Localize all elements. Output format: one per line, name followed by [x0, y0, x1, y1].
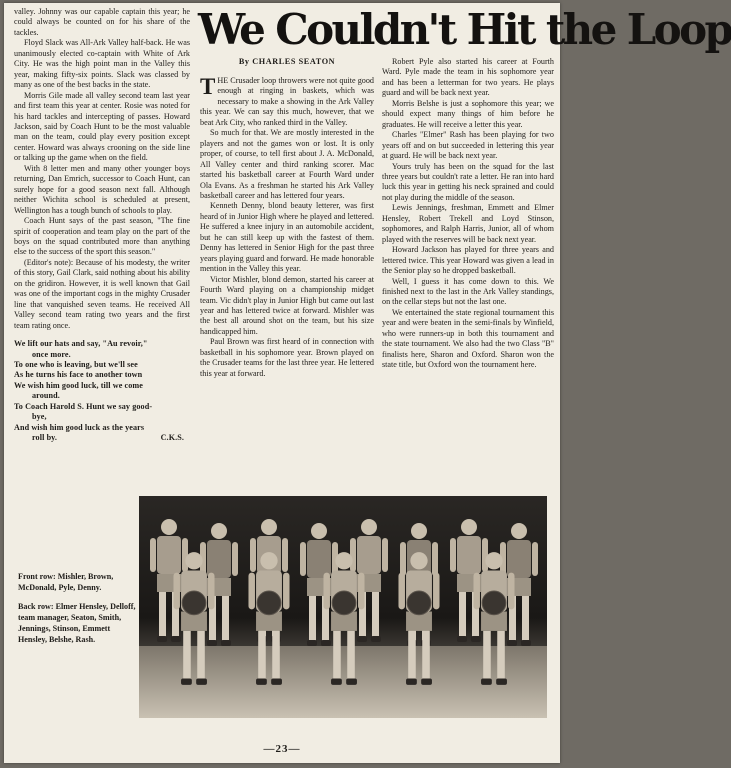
paragraph: Victor Mishler, blond demon, started his career at Fourth Ward playing on a championship midget team. Vic didn't play in Junior High but came out last year and has lettered twice at forward. Mishler was the best all around shot on the team, but his size handicapped him.: [200, 274, 374, 336]
paragraph: Charles "Elmer" Rash has been playing for two years off and on but succeeded in lettering this year at guard. He will be back next year.: [382, 130, 554, 161]
poem-line: As he turns his face to another town: [14, 370, 143, 380]
team-photo: [139, 496, 547, 718]
paragraph: With 8 letter men and many other younger boys returning, Dan Emrich, successor to Coach Hunt, can surely hope for a good season next fall. Although neither Wichita school is scheduled at present, Wellington has a tough bunch of schools to play.: [14, 163, 190, 215]
lead-paragraph: [200, 76, 374, 128]
poem-line: To one who is leaving, but we'll see: [14, 359, 138, 369]
farewell-poem: [14, 339, 190, 444]
paragraph: Morris Gile made all valley second team last year and first team this year at center. Rosie was noted for his hard tackles and intercepting of passes. Howard Jackson, said by Coach Hunt to be the most valuable man on the team, could play every position except center. Howard was always crooning on the side line or talking up the game when on the field.: [14, 90, 190, 163]
column-left: [14, 7, 190, 444]
paragraph: valley. Johnny was our capable captain this year; he could always be counted on for his share of the tackles.: [14, 7, 190, 37]
caption-back-row: Back row: Elmer Hensley, Delloff, team manager, Seaton, Smith, Jennings, Stinson, Emmett Hensley, Belshe, Rash.: [18, 602, 136, 644]
paragraph: Robert Pyle also started his career at Fourth Ward. Pyle made the team in his sophomore year and has been a letterman for two years. He plays guard and will be back next year.: [382, 57, 554, 98]
column-right: [382, 57, 554, 371]
paragraph: Paul Brown was first heard of in connection with basketball in his sophomore year. Brown played on the Crusader teams for the last three year. He lettered this year at forward.: [200, 337, 374, 378]
yearbook-page: [4, 3, 731, 763]
paragraph: Coach Hunt says of the past season, "The fine spirit of cooperation and team play on the part of the boys on the squad contributed more than anything else to the success of the sport this season.": [14, 216, 190, 257]
paragraph: Kenneth Denny, blond beauty letterer, was first heard of in Junior High where he played and lettered. He suffered a knee injury in an automobile accident, but he can still keep up with the fastest of them. Denny has lettered in Senior High for the past three years playing guard and forward. He made honorable mention in the Valley this year.: [200, 201, 374, 274]
paragraph: Howard Jackson has played for three years and lettered twice. This year Howard was given a lead in the Senior play so he dropped basketball.: [382, 245, 554, 276]
poem-line: And wish him good luck as the years: [14, 422, 145, 432]
poem-last-line: [14, 433, 190, 443]
paragraph: Yours truly has been on the squad for the last three years but couldn't rate a letter. He ran into hard luck this year in getting his neck sprained and could not play during the middle of the season.: [382, 161, 554, 202]
poem-line: once more.: [32, 349, 71, 359]
poem-line: To Coach Harold S. Hunt we say good-: [14, 401, 153, 411]
paragraph: We entertained the state regional tournament this year and were beaten in the semi-finals by Winfield, who were runners-up in both this tournament and the state tournament. We also had the two Class "B" finalists here, Sharon and Oxford. Sharon won the state title, but Oxford won the tournament here.: [382, 307, 554, 370]
poem-line: around.: [32, 391, 60, 401]
poem-line: bye,: [32, 412, 47, 422]
poem-signature: C.K.S.: [160, 433, 184, 443]
article-title: We Couldn't Hit the Loop: [198, 5, 731, 54]
article-byline: By CHARLES SEATON: [238, 57, 336, 66]
paragraph: Morris Belshe is just a sophomore this year; we should expect many things of him before he graduates. He will receive a letter this year.: [382, 98, 554, 129]
caption-front-row: Front row: Mishler, Brown, McDonald, Pyle, Denny.: [18, 572, 114, 592]
paragraph: So much for that. We are mostly interested in the players and not the games won or lost. It is only proper, of course, to tell first about J. A. McDonald, All Valley center and third ranking scorer. Mac started his basketball career at Fourth Ward under Ola Evans. As a freshman he started his Ark Valley basketball career and has lettered four years.: [200, 128, 374, 200]
poem-line: We lift our hats and say, "Au revoir,": [14, 339, 148, 349]
column-middle: [200, 76, 374, 379]
poem-line: We wish him good luck, till we come: [14, 380, 143, 390]
team-photo-icon: [139, 496, 547, 718]
paragraph: (Editor's note): Because of his modesty, the writer of this story, Gail Clark, said nothing about his ability on the gridiron. However, it is well known that Gail was one of the important cogs in the mighty Crusader line that vanquished seven teams. He received All Valley second team rating two years and the first team rating once.: [14, 257, 190, 330]
poem-line: roll by.: [32, 433, 58, 443]
paragraph: Well, I guess it has come down to this. We finished next to the last in the Ark Valley standings, on the cellar steps but not the last one.: [382, 276, 554, 307]
page-number: —23—: [263, 743, 301, 755]
paragraph: Lewis Jennings, freshman, Emmett and Elmer Hensley, Robert Trekell and Loyd Stinson, sophomores, and Ralph Harris, Junior, all of whom played with the reserves will be back next year.: [382, 203, 554, 244]
drop-cap: T: [200, 74, 216, 99]
photo-caption: [18, 571, 136, 653]
paragraph: Floyd Slack was All-Ark Valley half-back. He was unanimously elected co-captain with White of Ark City. He was the high point man in the Valley this year, making fifty-six points. Slack was classed by many as one of the best backs in the state.: [14, 38, 190, 90]
lead-text: HE Crusader loop throwers were not quite good enough at ringing in baskets, which was necessary to make a showing in the Ark Valley this year. We can say this much, however, that we beat Ark City, who ranked third in the Valley.: [200, 76, 374, 127]
